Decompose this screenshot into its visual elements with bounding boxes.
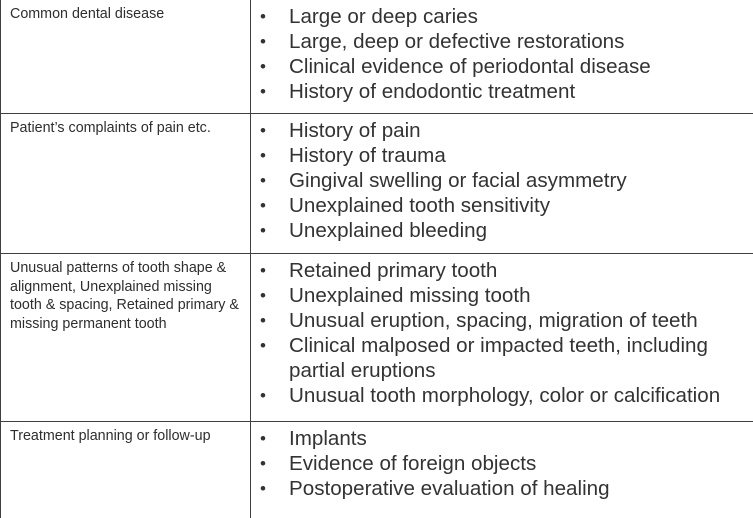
- list-item: [251, 4, 747, 29]
- category-cell: [1, 254, 251, 422]
- list-item: [251, 476, 747, 501]
- indication-text: Clinical evidence of periodontal disease: [289, 55, 651, 78]
- table-row: [1, 114, 753, 254]
- bullet-icon: •: [260, 218, 266, 243]
- indication-list: [251, 4, 747, 104]
- list-item: [251, 308, 747, 333]
- indication-text: Large or deep caries: [289, 5, 478, 28]
- indication-text: Clinical malposed or impacted teeth, including partial eruptions: [289, 334, 708, 382]
- table-row: [1, 0, 753, 114]
- indication-text: Unexplained bleeding: [289, 219, 487, 242]
- list-item: [251, 283, 747, 308]
- indication-text: Large, deep or defective restorations: [289, 30, 624, 53]
- bullet-icon: •: [260, 4, 266, 29]
- bullet-icon: •: [260, 451, 266, 476]
- bullet-icon: •: [260, 333, 266, 358]
- list-item: [251, 79, 747, 104]
- indication-text: Retained primary tooth: [289, 259, 497, 282]
- category-cell: [1, 114, 251, 254]
- indication-text: History of endodontic treatment: [289, 80, 575, 103]
- indication-text: History of pain: [289, 119, 421, 142]
- bullet-icon: •: [260, 193, 266, 218]
- indication-list: [251, 258, 747, 409]
- table-row: [1, 422, 753, 518]
- category-label: Unusual patterns of tooth shape & alignment, Unexplained missing tooth & spacing, Retained primary & missing permanent tooth: [10, 260, 239, 332]
- bullet-icon: •: [260, 308, 266, 333]
- category-label: Patient’s complaints of pain etc.: [10, 120, 211, 136]
- list-item: [251, 258, 747, 283]
- bullet-icon: •: [260, 118, 266, 143]
- list-item: [251, 168, 747, 193]
- list-item: [251, 451, 747, 476]
- list-item: [251, 118, 747, 143]
- list-item: [251, 218, 747, 243]
- list-item: [251, 426, 747, 451]
- indications-cell: [251, 422, 753, 518]
- indication-text: Unusual eruption, spacing, migration of teeth: [289, 309, 698, 332]
- bullet-icon: •: [260, 79, 266, 104]
- bullet-icon: •: [260, 143, 266, 168]
- category-label: Common dental disease: [10, 6, 164, 22]
- indication-list: [251, 426, 747, 501]
- list-item: [251, 383, 747, 408]
- bullet-icon: •: [260, 258, 266, 283]
- table-row: [1, 254, 753, 422]
- category-cell: [1, 422, 251, 518]
- bullet-icon: •: [260, 54, 266, 79]
- bullet-icon: •: [260, 476, 266, 501]
- indications-cell: [251, 114, 753, 254]
- indication-text: Unusual tooth morphology, color or calcification: [289, 384, 720, 407]
- indication-text: History of trauma: [289, 144, 446, 167]
- list-item: [251, 333, 747, 383]
- bullet-icon: •: [260, 426, 266, 451]
- bullet-icon: •: [260, 29, 266, 54]
- bullet-icon: •: [260, 283, 266, 308]
- bullet-icon: •: [260, 168, 266, 193]
- list-item: [251, 54, 747, 79]
- indication-text: Evidence of foreign objects: [289, 452, 536, 475]
- category-cell: [1, 0, 251, 114]
- indication-text: Gingival swelling or facial asymmetry: [289, 169, 627, 192]
- indication-text: Unexplained tooth sensitivity: [289, 194, 550, 217]
- indication-list: [251, 118, 747, 243]
- bullet-icon: •: [260, 383, 266, 408]
- category-label: Treatment planning or follow-up: [10, 428, 211, 444]
- indication-text: Postoperative evaluation of healing: [289, 477, 610, 500]
- indication-text: Implants: [289, 427, 367, 450]
- indications-cell: [251, 0, 753, 114]
- list-item: [251, 193, 747, 218]
- indication-text: Unexplained missing tooth: [289, 284, 531, 307]
- list-item: [251, 143, 747, 168]
- list-item: [251, 29, 747, 54]
- indications-cell: [251, 254, 753, 422]
